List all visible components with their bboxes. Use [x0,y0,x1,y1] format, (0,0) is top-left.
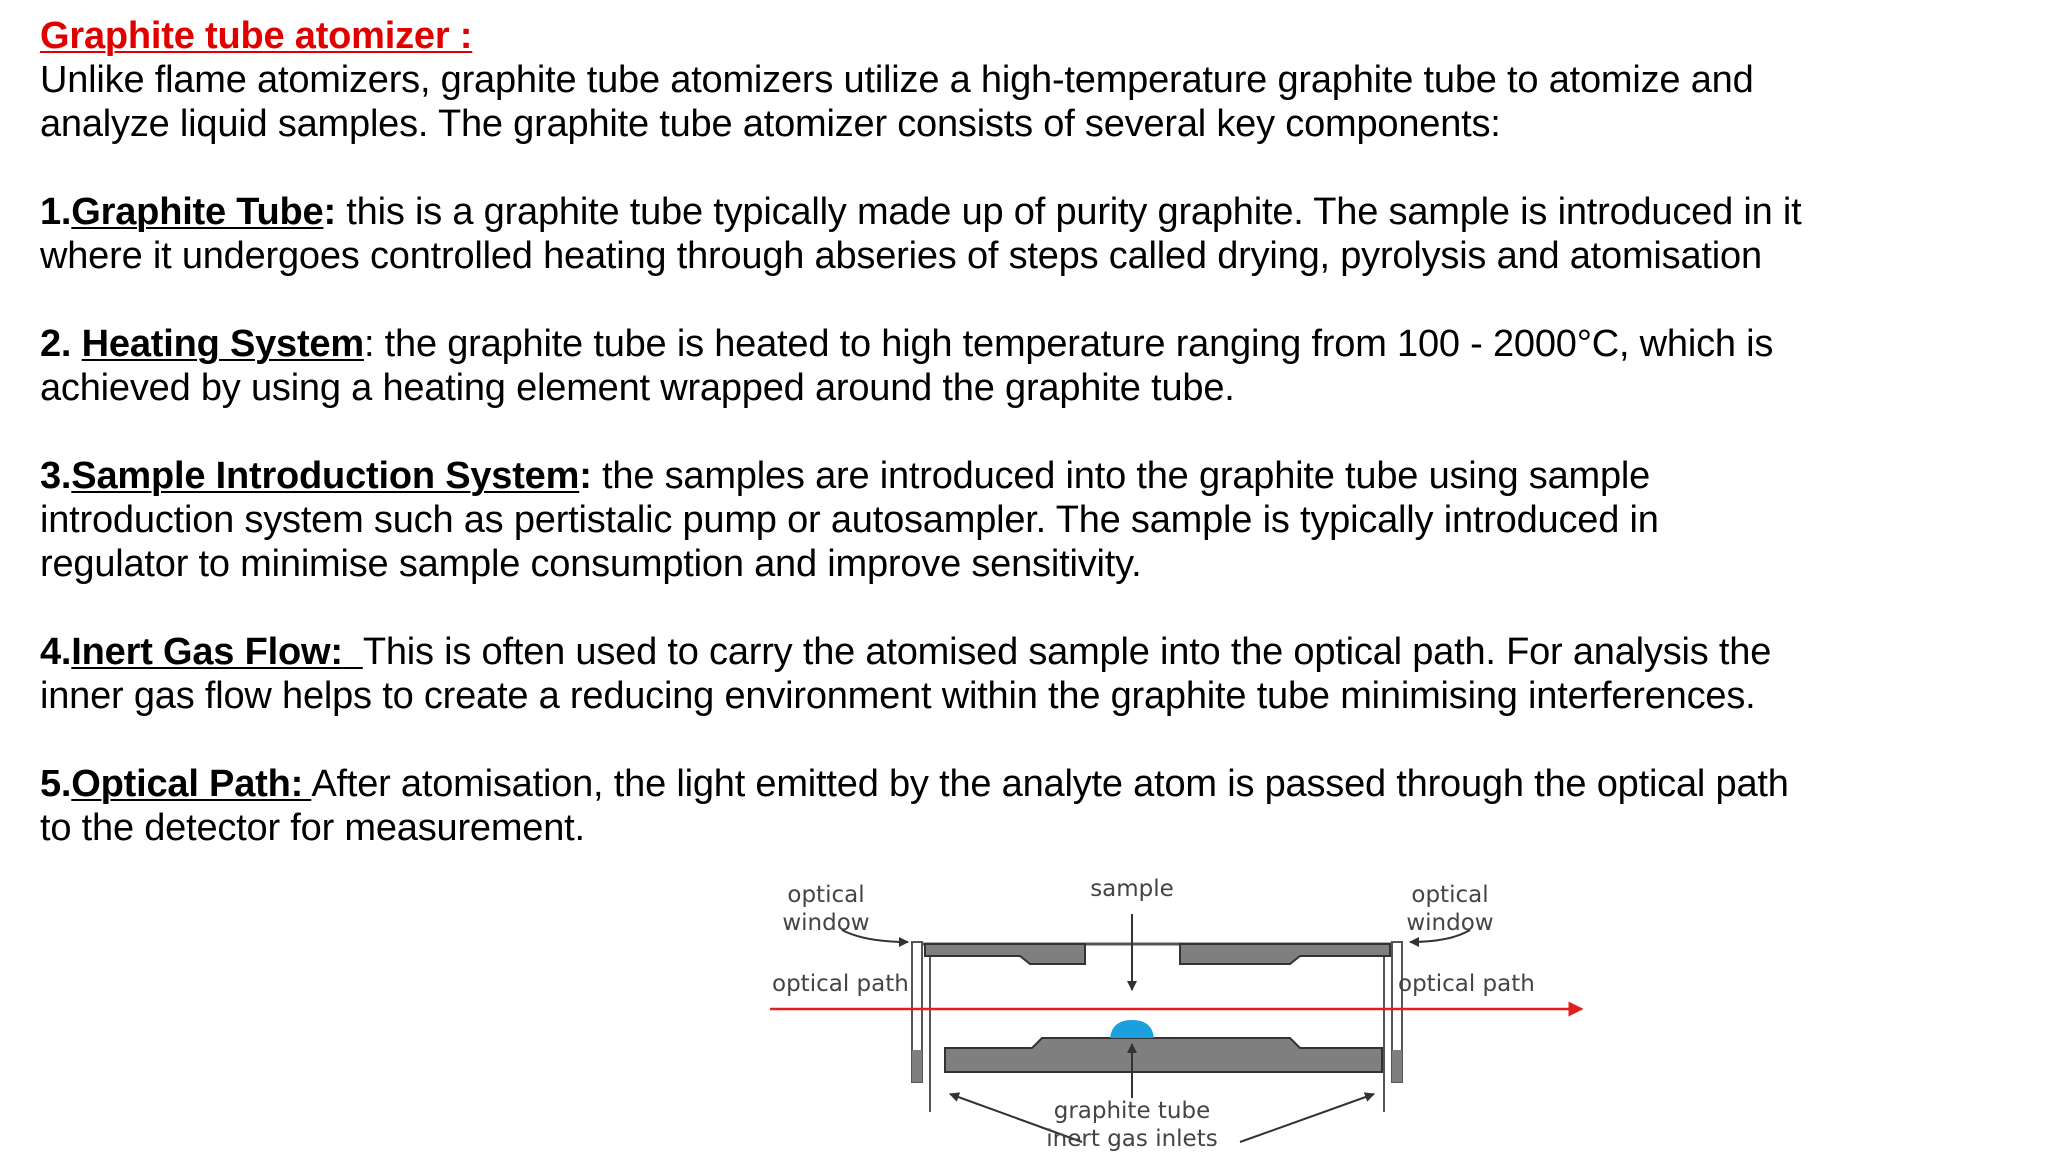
item-2-text: the graphite tube is heated to high temperature ranging from 100 - 2000°C, which is [374,323,1774,365]
inert-gas-arrow-right [1240,1094,1374,1142]
graphite-tube-upper-right [1180,944,1390,964]
optical-window-left [912,942,930,1112]
graphite-tube-lower [945,1038,1382,1072]
item-1-text: this is a graphite tube typically made up of purity graphite. The sample is introduced in it [335,191,1802,233]
item-2-number: 2. [40,323,82,365]
item-1-term: Graphite Tube [71,191,324,233]
intro-line-1: Unlike flame atomizers, graphite tube atomizers utilize a high-temperature graphite tube to atomize and [40,59,1754,101]
item-1-line-1 [40,190,2020,234]
item-2-line-2: achieved by using a heating element wrapped around the graphite tube. [40,367,1235,409]
label-sample: sample [1090,876,1174,902]
slide-title: Graphite tube atomizer : [40,15,473,57]
graphite-tube-upper-left [925,944,1085,964]
slide-content [40,14,2020,850]
label-optical-path-right: optical path [1398,971,1535,997]
label-optical-right: optical [1411,882,1489,908]
label-optical-left: optical [787,882,865,908]
item-5-text: After atomisation, the light emitted by the analyte atom is passed through the optical path [311,763,1789,805]
item-4-line-2: inner gas flow helps to create a reducing environment within the graphite tube minimising interferences. [40,675,1756,717]
item-5-term: Optical Path: [71,763,304,805]
label-inert-gas-inlets: inert gas inlets [1046,1126,1218,1152]
item-3-line-3: regulator to minimise sample consumption and improve sensitivity. [40,543,1142,585]
sample-drop [1110,1020,1154,1038]
item-4-term: Inert Gas Flow: [71,631,343,673]
optical-window-right [1384,942,1402,1112]
item-5-line-2: to the detector for measurement. [40,807,585,849]
item-2-line-1 [40,322,2020,366]
intro-line-2: analyze liquid samples. The graphite tube atomizer consists of several key components: [40,103,1501,145]
label-window-right: window [1406,910,1494,936]
item-2-colon: : [363,323,375,365]
item-5-number: 5. [40,763,72,805]
label-window-left: window [782,910,870,936]
item-3-colon: : [579,455,592,497]
item-3-line-1 [40,454,2020,498]
item-4-text: This is often used to carry the atomised sample into the optical path. For analysis the [362,631,1772,673]
graphite-tube-diagram [770,872,1590,1152]
item-1-colon: : [323,191,336,233]
item-3-term: Sample Introduction System [71,455,580,497]
item-1-line-2: where it undergoes controlled heating through abseries of steps called drying, pyrolysis and atomisation [40,235,1762,277]
item-1-number: 1. [40,191,72,233]
label-graphite-tube: graphite tube [1053,1098,1211,1124]
item-2-term: Heating System [81,323,364,365]
item-3-text: the samples are introduced into the graphite tube using sample [591,455,1651,497]
item-3-line-2: introduction system such as pertistalic pump or autosampler. The sample is typically introduced in [40,499,1659,541]
item-4-line-1 [40,630,2020,674]
item-3-number: 3. [40,455,72,497]
item-4-number: 4. [40,631,72,673]
label-optical-path-left: optical path [772,971,909,997]
title-line [40,14,2020,58]
item-5-line-1 [40,762,2020,806]
item-4-spacer [343,631,363,673]
